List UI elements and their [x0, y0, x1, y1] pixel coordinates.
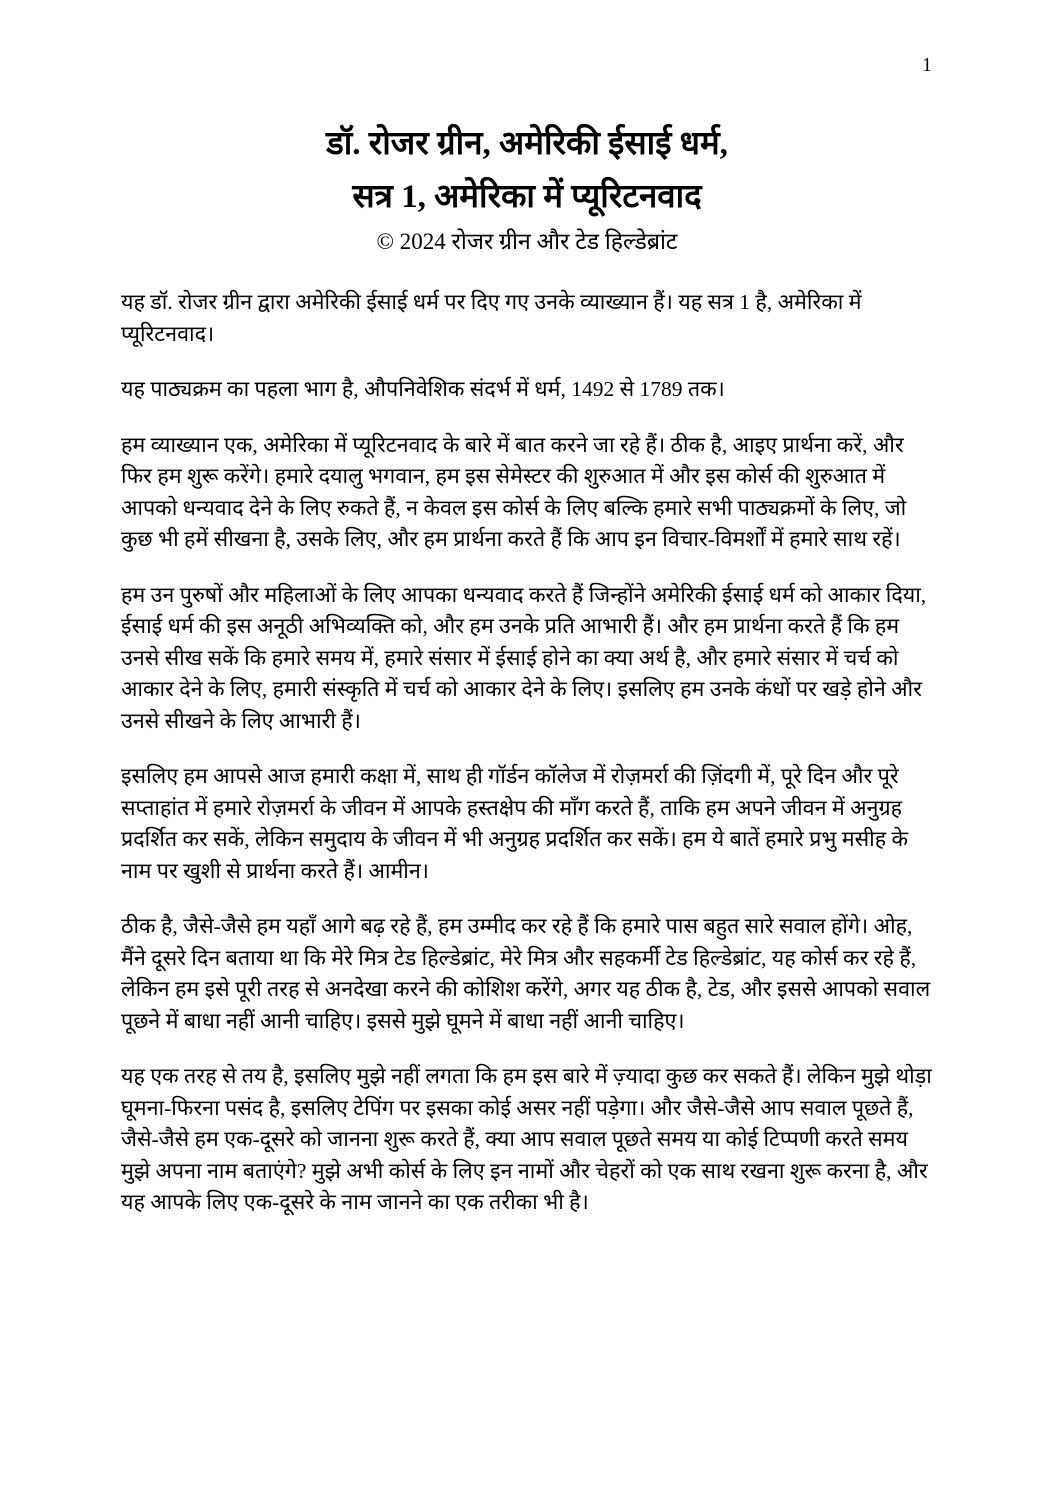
paragraph-1: यह डॉ. रोजर ग्रीन द्वारा अमेरिकी ईसाई धर्म पर दिए गए उनके व्याख्यान हैं। यह सत्र 1 है, अमेरिका में प्यूरिटनवाद। [121, 290, 862, 346]
paragraph-5: इसलिए हम आपसे आज हमारी कक्षा में, साथ ही गॉर्डन कॉलेज में रोज़मर्रा की ज़िंदगी में, पूरे दिन और पूरे सप्ताहांत में हमारे रोज़मर्रा के जीवन में आपके हस्तक्षेप की माँग करते हैं, ताकि हम अपने जीवन में अनुग्रह प्रदर्शित कर सकें, लेकिन समुदाय के जीवन में भी अनुग्रह प्रदर्शित कर सकें। हम ये बातें हमारे प्रभु मसीह के नाम पर खुशी से प्रार्थना करते हैं। आमीन। [121, 764, 909, 883]
document-body [121, 287, 933, 1219]
paragraph-2: यह पाठ्यक्रम का पहला भाग है, औपनिवेशिक संदर्भ में धर्म, 1492 से 1789 तक। [121, 377, 725, 401]
page-number: 1 [922, 54, 932, 76]
copyright-byline: © 2024 रोजर ग्रीन और टेड हिल्डेब्रांट [376, 229, 678, 254]
title-line-1: डॉ. रोजर ग्रीन, अमेरिकी ईसाई धर्म, [326, 126, 728, 162]
document-title [121, 118, 933, 224]
paragraph-4: हम उन पुरुषों और महिलाओं के लिए आपका धन्यवाद करते हैं जिन्होंने अमेरिकी ईसाई धर्म को आकार दिया, ईसाई धर्म की इस अनूठी अभिव्यक्ति को, और हम उनके प्रति आभारी हैं। और हम प्रार्थना करते हैं कि हम उनसे सीख सकें कि हमारे समय में, हमारे संसार में ईसाई होने का क्या अर्थ है, और हमारे संसार में चर्च को आकार देने के लिए, हमारी संस्कृति में चर्च को आकार देने के लिए। इसलिए हम उनके कंधों पर खड़े होने और उनसे सीखने के लिए आभारी हैं। [121, 582, 927, 733]
title-line-2: सत्र 1, अमेरिका में प्यूरिटनवाद [352, 179, 702, 215]
document-content [121, 118, 933, 1219]
paragraph-3: हम व्याख्यान एक, अमेरिका में प्यूरिटनवाद के बारे में बात करने जा रहे हैं। ठीक है, आइए प्रार्थना करें, और फिर हम शुरू करेंगे। हमारे दयालु भगवान, हम इस सेमेस्टर की शुरुआत में और इस कोर्स की शुरुआत में आपको धन्यवाद देने के लिए रुकते हैं, न केवल इस कोर्स के लिए बल्कि हमारे सभी पाठ्यक्रमों के लिए, जो कुछ भी हमें सीखना है, उसके लिए, और हम प्रार्थना करते हैं कि आप इन विचार-विमर्शों में हमारे साथ रहें। [121, 432, 907, 551]
paragraph-7: यह एक तरह से तय है, इसलिए मुझे नहीं लगता कि हम इस बारे में ज़्यादा कुछ कर सकते हैं। लेकिन मुझे थोड़ा घूमना-फिरना पसंद है, इसलिए टेपिंग पर इसका कोई असर नहीं पड़ेगा। और जैसे-जैसे आप सवाल पूछते हैं, जैसे-जैसे हम एक-दूसरे को जानना शुरू करते हैं, क्या आप सवाल पूछते समय या कोई टिप्पणी करते समय मुझे अपना नाम बताएंगे? मुझे अभी कोर्स के लिए इन नामों और चेहरों को एक साथ रखना शुरू करना है, और यह आपके लिए एक-दूसरे के नाम जानने का एक तरीका भी है। [121, 1064, 932, 1214]
paragraph-6: ठीक है, जैसे-जैसे हम यहाँ आगे बढ़ रहे हैं, हम उम्मीद कर रहे हैं कि हमारे पास बहुत सारे सवाल होंगे। ओह, मैंने दूसरे दिन बताया था कि मेरे मित्र टेड हिल्डेब्रांट, मेरे मित्र और सहकर्मी टेड हिल्डेब्रांट, यह कोर्स कर रहे हैं, लेकिन हम इसे पूरी तरह से अनदेखा करने की कोशिश करेंगे, अगर यह ठीक है, टेड, और इससे आपको सवाल पूछने में बाधा नहीं आनी चाहिए। इससे मुझे घूमने में बाधा नहीं आनी चाहिए। [121, 914, 931, 1033]
